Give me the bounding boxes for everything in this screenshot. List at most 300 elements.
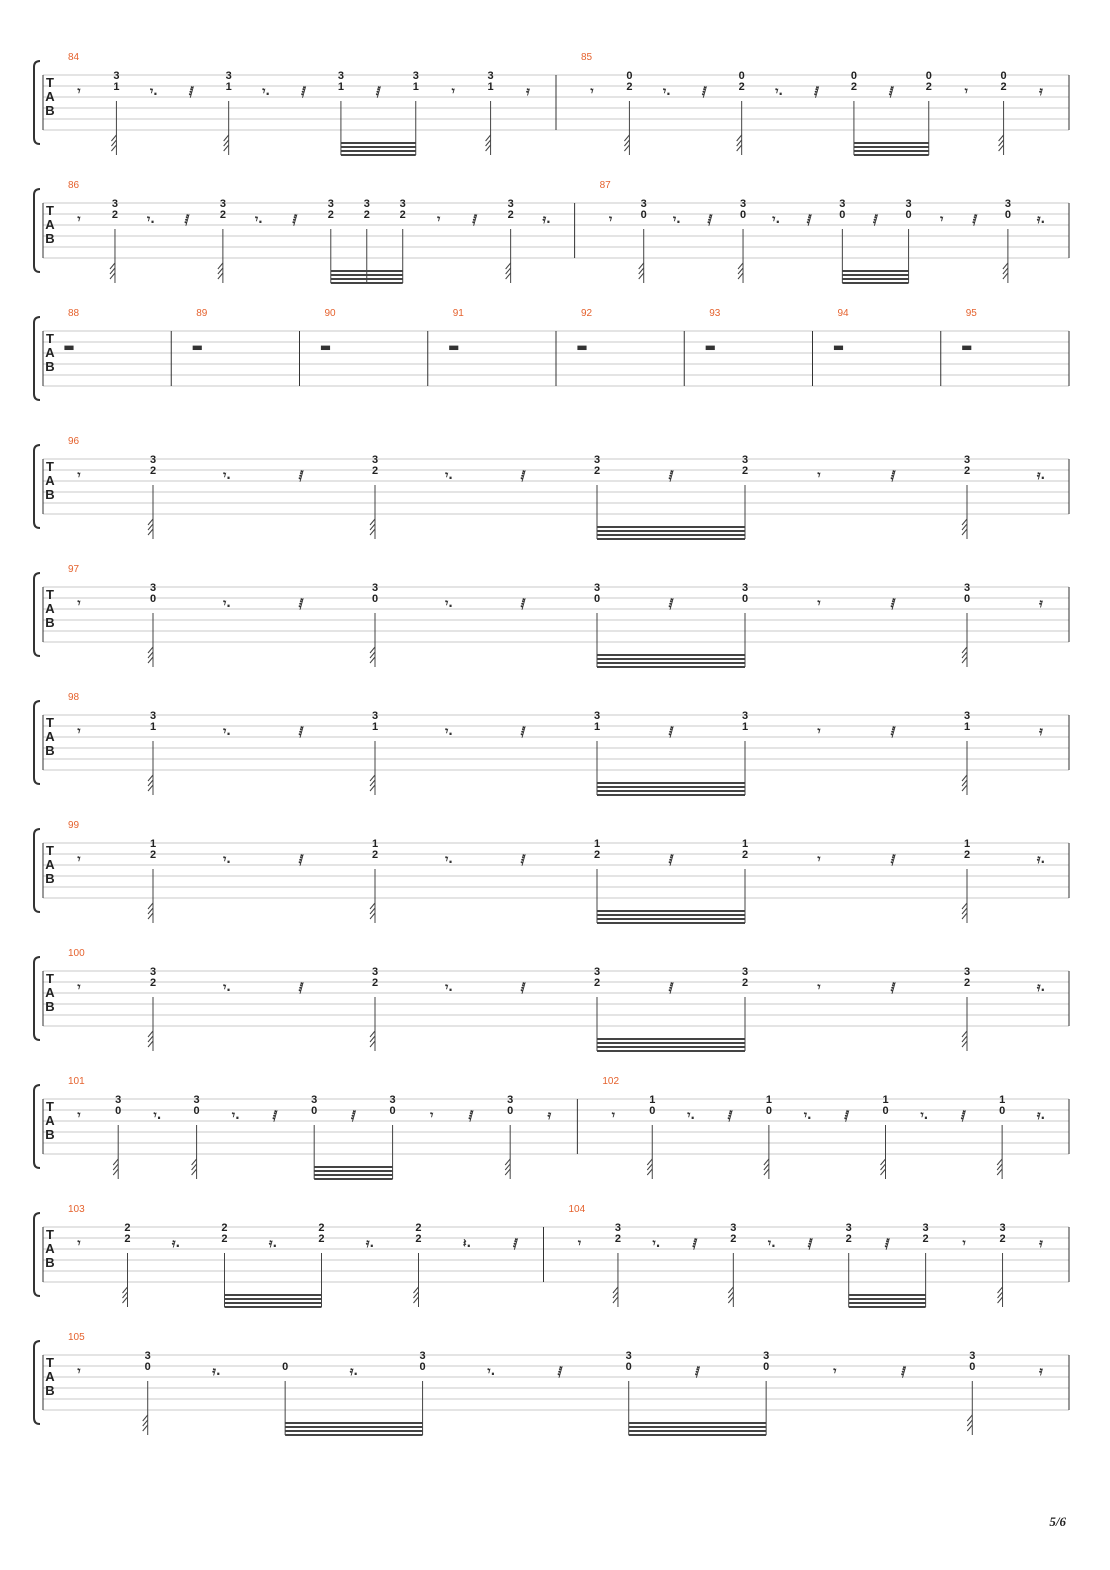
note-flag <box>486 135 491 141</box>
tab-clef-letter: A <box>45 1241 55 1256</box>
measure <box>705 308 813 386</box>
fret-number: 0 <box>839 209 846 221</box>
note-flag <box>1003 273 1008 279</box>
note-flag <box>962 785 967 791</box>
fret-number: 2 <box>741 977 749 989</box>
note-flag <box>967 1420 972 1426</box>
rest-symbol: 𝄿. <box>1036 980 1046 994</box>
rest-symbol: 𝄾 <box>817 980 821 994</box>
note-flag <box>148 652 153 658</box>
measure <box>68 180 575 283</box>
tab-system <box>34 308 1069 400</box>
fret-number: 0 <box>626 70 633 82</box>
fret-number: 0 <box>741 593 749 605</box>
rest-symbol: 𝄿 <box>1039 724 1043 738</box>
rest-symbol: 𝄾 <box>451 84 455 98</box>
fret-number: 2 <box>730 1233 737 1245</box>
fret-number: 3 <box>593 966 601 978</box>
fret-number: 2 <box>925 81 932 93</box>
measure-number: 89 <box>196 308 208 319</box>
rest-symbol: 𝄿. <box>171 1236 181 1250</box>
rest-symbol: 𝄿 <box>547 1108 552 1122</box>
note-flag <box>764 1169 769 1175</box>
tab-clef-letter: A <box>45 89 55 104</box>
rest-symbol: 𝄾. <box>149 84 158 98</box>
tab-clef-letter: A <box>45 1369 55 1384</box>
rest-symbol: 𝄿. <box>542 212 551 226</box>
measure-number: 84 <box>68 52 80 63</box>
measure <box>68 1332 1069 1435</box>
note-flag <box>505 1164 510 1170</box>
system-bracket <box>34 1213 40 1296</box>
fret-number: 2 <box>124 1222 131 1234</box>
fret-number: 2 <box>593 977 601 989</box>
rest-symbol: 𝄾. <box>445 596 453 610</box>
fret-number: 0 <box>149 593 157 605</box>
note-flag <box>962 908 967 914</box>
note-flag <box>962 1036 967 1042</box>
fret-number: 1 <box>765 1094 772 1106</box>
note-flag <box>967 1415 972 1421</box>
rest-symbol: 𝅁 <box>520 724 526 738</box>
tab-clef-letter: T <box>46 203 54 218</box>
fret-number: 1 <box>412 81 419 93</box>
rest-symbol: 𝅁 <box>814 84 819 98</box>
fret-number: 3 <box>149 966 157 978</box>
note-flag <box>506 273 511 279</box>
fret-number: 0 <box>389 1105 396 1117</box>
fret-number: 3 <box>905 198 912 210</box>
fret-number: 1 <box>371 721 379 733</box>
rest-symbol: ▬ <box>319 340 332 354</box>
rest-symbol: 𝄿. <box>1036 212 1046 226</box>
note-flag <box>148 903 153 909</box>
note-flag <box>370 903 375 909</box>
rest-symbol: 𝅁 <box>668 596 674 610</box>
fret-number: 2 <box>371 465 379 477</box>
fret-number: 3 <box>1004 198 1011 210</box>
measure-number: 85 <box>581 52 593 63</box>
fret-number: 2 <box>363 209 370 221</box>
note-flag <box>962 903 967 909</box>
rest-symbol: 𝄾 <box>611 1108 615 1122</box>
rest-symbol: 𝄾. <box>662 84 671 98</box>
measure <box>961 308 1069 386</box>
fret-number: 3 <box>963 710 971 722</box>
rest-symbol: 𝄾. <box>223 724 231 738</box>
fret-number: 3 <box>389 1094 396 1106</box>
fret-number: 3 <box>507 198 514 210</box>
page-number: 5/6 <box>1049 1514 1066 1529</box>
rest-symbol: 𝅁 <box>188 84 194 98</box>
rest-symbol: 𝄾. <box>445 980 453 994</box>
rest-symbol: 𝅁 <box>972 212 978 226</box>
measure-number: 103 <box>68 1204 85 1215</box>
fret-number: 2 <box>738 81 745 93</box>
note-flag <box>999 145 1004 151</box>
measure <box>448 308 556 386</box>
note-flag <box>624 145 629 151</box>
note-flag <box>962 652 967 658</box>
rest-symbol: 𝅁 <box>520 596 526 610</box>
fret-number: 3 <box>371 454 379 466</box>
fret-number: 2 <box>741 465 749 477</box>
rest-symbol: 𝄾. <box>687 1108 696 1122</box>
measure <box>68 820 1069 923</box>
measure-number: 94 <box>837 308 849 319</box>
note-flag <box>370 529 375 535</box>
note-flag <box>962 529 967 535</box>
note-flag <box>148 913 153 919</box>
rest-symbol: 𝄾 <box>609 212 613 226</box>
rest-symbol: 𝄾 <box>77 212 81 226</box>
tab-clef-letter: T <box>46 331 54 346</box>
note-flag <box>110 263 115 269</box>
fret-number: 3 <box>741 710 749 722</box>
note-flag <box>218 268 223 274</box>
fret-number: 0 <box>763 1361 770 1373</box>
rest-symbol: 𝄾. <box>262 84 270 98</box>
fret-number: 2 <box>626 81 633 93</box>
tab-system <box>34 692 1069 795</box>
rest-symbol: ▬ <box>63 340 75 354</box>
note-flag <box>224 135 229 141</box>
note-flag <box>738 263 743 269</box>
note-flag <box>728 1292 733 1298</box>
note-flag <box>370 775 375 781</box>
fret-number: 2 <box>111 209 119 221</box>
fret-number: 3 <box>999 1222 1006 1234</box>
rest-symbol: 𝅁 <box>668 852 674 866</box>
fret-number: 3 <box>115 1094 122 1106</box>
measure-number: 87 <box>599 180 611 191</box>
measure <box>63 308 171 386</box>
fret-number: 3 <box>922 1222 929 1234</box>
system-bracket <box>34 189 40 272</box>
note-flag <box>111 145 116 151</box>
rest-symbol: 𝅁 <box>468 1108 474 1122</box>
fret-number: 2 <box>318 1222 325 1234</box>
note-flag <box>764 1164 769 1170</box>
fret-number: 3 <box>969 1350 976 1362</box>
fret-number: 2 <box>593 465 601 477</box>
rest-symbol: 𝅁 <box>298 852 304 866</box>
fret-number: 3 <box>625 1350 632 1362</box>
measure-number: 99 <box>68 820 80 831</box>
note-flag <box>113 1159 118 1165</box>
note-flag <box>962 913 967 919</box>
note-flag <box>1003 263 1008 269</box>
fret-number: 2 <box>371 849 379 861</box>
rest-symbol: 𝄾 <box>577 1236 582 1250</box>
rest-symbol: 𝄾. <box>445 468 453 482</box>
rest-symbol: 𝄾 <box>940 212 944 226</box>
fret-number: 1 <box>741 721 749 733</box>
fret-number: 1 <box>882 1094 889 1106</box>
rest-symbol: 𝅁 <box>668 724 674 738</box>
note-flag <box>413 1292 418 1298</box>
note-flag <box>881 1164 886 1170</box>
note-flag <box>738 268 743 274</box>
tab-system <box>34 1332 1069 1435</box>
note-flag <box>967 1425 972 1431</box>
note-flag <box>997 1169 1002 1175</box>
measure <box>568 1204 1069 1307</box>
rest-symbol: 𝅁 <box>520 852 526 866</box>
rest-symbol: 𝅁 <box>890 980 896 994</box>
fret-number: 2 <box>415 1233 422 1245</box>
rest-symbol: 𝅁 <box>888 84 894 98</box>
rest-symbol: 𝄾. <box>147 212 155 226</box>
fret-number: 3 <box>363 198 370 210</box>
rest-symbol: 𝅁 <box>350 1108 356 1122</box>
system-bracket <box>34 61 40 144</box>
tab-clef-letter: T <box>46 1355 54 1370</box>
rest-symbol: 𝄾 <box>430 1108 434 1122</box>
measure-number: 90 <box>324 308 336 319</box>
fret-number: 3 <box>327 198 334 210</box>
note-flag <box>192 1169 197 1175</box>
measure-number: 102 <box>602 1076 620 1087</box>
fret-number: 3 <box>371 966 379 978</box>
note-flag <box>143 1420 148 1426</box>
measure <box>68 1076 577 1179</box>
rest-symbol: 𝄿. <box>212 1364 221 1378</box>
rest-symbol: 𝅁 <box>298 724 304 738</box>
note-flag <box>148 1036 153 1042</box>
rest-symbol: 𝅁 <box>668 468 674 482</box>
fret-number: 3 <box>149 582 157 594</box>
note-flag <box>505 1169 510 1175</box>
fret-number: 2 <box>415 1222 422 1234</box>
tab-system <box>34 180 1069 283</box>
fret-number: 0 <box>999 1105 1006 1117</box>
rest-symbol: ▬ <box>576 340 588 354</box>
measure-number: 93 <box>709 308 721 319</box>
note-flag <box>110 268 115 274</box>
measure-number: 92 <box>581 308 593 319</box>
fret-number: 2 <box>318 1233 325 1245</box>
note-flag <box>113 1169 118 1175</box>
note-flag <box>962 775 967 781</box>
measure-number: 101 <box>68 1076 85 1087</box>
fret-number: 3 <box>149 454 157 466</box>
note-flag <box>148 908 153 914</box>
rest-symbol: 𝄾. <box>803 1108 812 1122</box>
tab-clef-letter: B <box>45 999 55 1014</box>
note-flag <box>962 780 967 786</box>
rest-symbol: 𝄿 <box>526 84 530 98</box>
fret-number: 3 <box>730 1222 737 1234</box>
note-flag <box>370 524 375 530</box>
rest-symbol: 𝅁 <box>694 1364 700 1378</box>
tab-clef-letter: T <box>46 1099 54 1114</box>
note-flag <box>370 519 375 525</box>
fret-number: 0 <box>765 1105 772 1117</box>
fret-number: 3 <box>839 198 846 210</box>
note-flag <box>999 135 1004 141</box>
measure-number: 97 <box>68 564 80 575</box>
fret-number: 1 <box>649 1094 656 1106</box>
rest-symbol: 𝄿. <box>268 1236 278 1250</box>
rest-symbol: 𝅁 <box>890 596 896 610</box>
measure <box>320 308 428 386</box>
rest-symbol: 𝅁 <box>890 852 896 866</box>
rest-symbol: 𝅁 <box>890 468 896 482</box>
rest-symbol: 𝄿 <box>1039 1364 1043 1378</box>
note-flag <box>639 263 644 269</box>
rest-symbol: 𝄾 <box>817 852 821 866</box>
fret-number: 3 <box>640 198 647 210</box>
fret-number: 3 <box>225 70 232 82</box>
fret-number: 2 <box>963 849 971 861</box>
tab-clef-letter: A <box>45 985 55 1000</box>
note-flag <box>370 1036 375 1042</box>
fret-number: 3 <box>614 1222 622 1234</box>
fret-number: 3 <box>763 1350 770 1362</box>
note-flag <box>224 140 229 146</box>
tab-clef-letter: B <box>45 743 55 758</box>
rest-symbol: 𝄾. <box>223 468 231 482</box>
fret-number: 3 <box>963 966 971 978</box>
fret-number: 3 <box>311 1094 318 1106</box>
fret-number: 3 <box>399 198 406 210</box>
note-flag <box>413 1297 418 1303</box>
rest-symbol: 𝄾 <box>77 1108 81 1122</box>
rest-symbol: ▬ <box>704 340 716 354</box>
tab-system <box>34 436 1069 539</box>
fret-number: 3 <box>371 710 379 722</box>
measure <box>68 692 1069 795</box>
rest-symbol: 𝄾. <box>223 980 231 994</box>
note-flag <box>143 1425 148 1431</box>
fret-number: 2 <box>221 1222 228 1234</box>
fret-number: 2 <box>327 209 334 221</box>
fret-number: 2 <box>614 1233 622 1245</box>
fret-number: 2 <box>149 849 157 861</box>
note-flag <box>110 273 115 279</box>
fret-number: 3 <box>741 966 749 978</box>
tab-clef-letter: B <box>45 103 55 118</box>
measure-number: 86 <box>68 180 80 191</box>
fret-number: 0 <box>850 70 857 82</box>
rest-symbol: 𝄿. <box>1036 852 1046 866</box>
fret-number: 0 <box>115 1105 122 1117</box>
measure <box>602 1076 1069 1179</box>
fret-number: 0 <box>507 1105 514 1117</box>
note-flag <box>506 268 511 274</box>
note-flag <box>997 1159 1002 1165</box>
fret-number: 2 <box>219 209 226 221</box>
fret-number: 2 <box>850 81 857 93</box>
note-flag <box>647 1159 652 1165</box>
note-flag <box>148 1041 153 1047</box>
tab-clef-letter: T <box>46 971 54 986</box>
rest-symbol: 𝅁 <box>301 84 306 98</box>
note-flag <box>1003 268 1008 274</box>
fret-number: 2 <box>221 1233 228 1245</box>
fret-number: 2 <box>124 1233 131 1245</box>
fret-number: 0 <box>738 70 745 82</box>
rest-symbol: 𝄾 <box>437 212 441 226</box>
note-flag <box>647 1169 652 1175</box>
fret-number: 2 <box>593 849 601 861</box>
note-flag <box>148 647 153 653</box>
rest-symbol: 𝄿. <box>365 1236 375 1250</box>
fret-number: 3 <box>593 454 601 466</box>
rest-symbol: 𝄾 <box>77 724 81 738</box>
fret-number: 0 <box>193 1105 200 1117</box>
note-flag <box>962 1041 967 1047</box>
note-flag <box>370 657 375 663</box>
note-flag <box>997 1164 1002 1170</box>
measure-number: 91 <box>452 308 464 319</box>
tab-clef-letter: B <box>45 487 55 502</box>
rest-symbol: 𝄾. <box>445 724 453 738</box>
fret-number: 1 <box>337 81 344 93</box>
tab-clef-letter: A <box>45 473 55 488</box>
fret-number: 1 <box>999 1094 1006 1106</box>
tab-clef-letter: A <box>45 217 55 232</box>
measure <box>576 308 684 386</box>
note-flag <box>370 1031 375 1037</box>
note-flag <box>881 1169 886 1175</box>
rest-symbol: 𝄾. <box>223 852 231 866</box>
rest-symbol: 𝅁 <box>520 980 526 994</box>
note-flag <box>370 1041 375 1047</box>
note-flag <box>143 1415 148 1421</box>
rest-symbol: 𝅁 <box>844 1108 850 1122</box>
fret-number: 1 <box>371 838 379 850</box>
note-flag <box>148 780 153 786</box>
note-flag <box>148 785 153 791</box>
note-flag <box>998 1287 1003 1293</box>
note-flag <box>413 1287 418 1293</box>
rest-symbol: 𝄾 <box>77 84 81 98</box>
fret-number: 3 <box>144 1350 151 1362</box>
fret-number: 3 <box>741 454 749 466</box>
rest-symbol: 𝅁 <box>873 212 878 226</box>
note-flag <box>998 1297 1003 1303</box>
fret-number: 0 <box>739 209 747 221</box>
rest-symbol: 𝅁 <box>807 1236 813 1250</box>
measure <box>68 564 1069 667</box>
rest-symbol: 𝄿 <box>1039 596 1043 610</box>
note-flag <box>370 780 375 786</box>
measure-number: 98 <box>68 692 80 703</box>
system-bracket <box>34 445 40 528</box>
fret-number: 1 <box>593 721 601 733</box>
rest-symbol: 𝄾. <box>487 1364 496 1378</box>
fret-number: 0 <box>882 1105 889 1117</box>
rest-symbol: ▬ <box>961 340 973 354</box>
rest-symbol: 𝄾 <box>77 980 81 994</box>
fret-number: 3 <box>219 198 226 210</box>
rest-symbol: 𝄾. <box>920 1108 929 1122</box>
note-flag <box>881 1159 886 1165</box>
note-flag <box>647 1164 652 1170</box>
note-flag <box>148 529 153 535</box>
fret-number: 3 <box>412 70 419 82</box>
fret-number: 2 <box>371 977 379 989</box>
note-flag <box>218 263 223 269</box>
fret-number: 1 <box>487 81 494 93</box>
fret-number: 2 <box>149 465 157 477</box>
measure <box>68 1204 543 1307</box>
measure-number: 96 <box>68 436 80 447</box>
note-flag <box>224 145 229 151</box>
note-flag <box>728 1297 733 1303</box>
